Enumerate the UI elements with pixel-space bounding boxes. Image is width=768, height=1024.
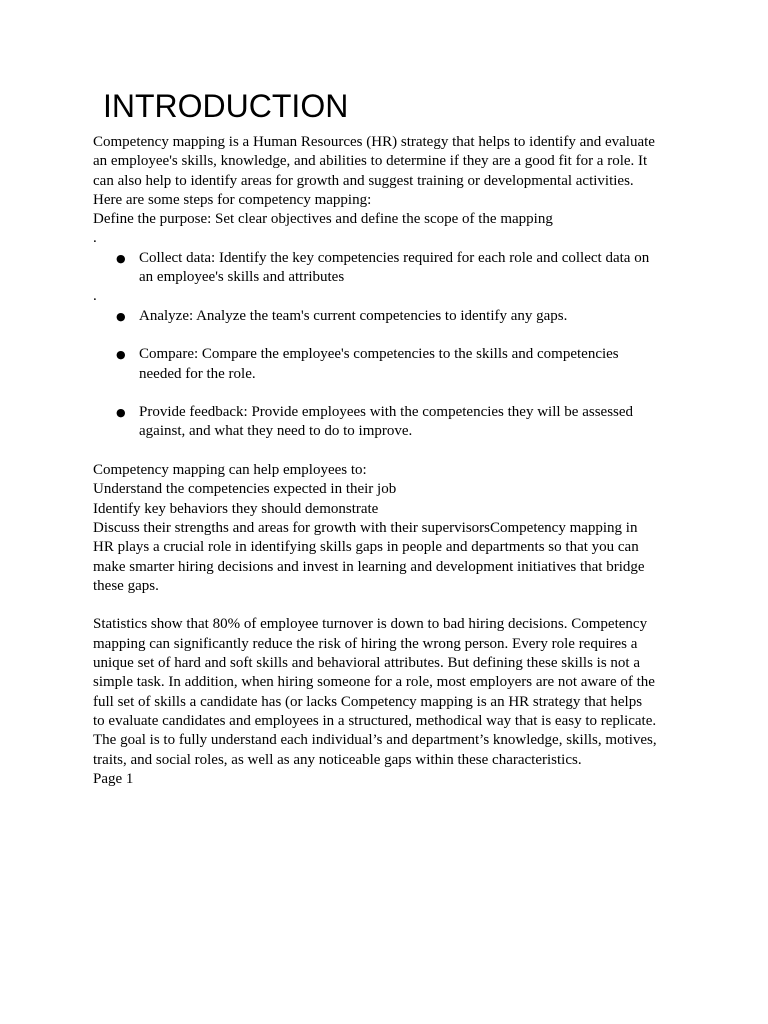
list-item-line: Compare: Compare the employee's competencies to the skills and competencies [139,346,619,363]
steps-list [93,249,683,288]
stats-line: Statistics show that 80% of employee turnover is down to bad hiring decisions. Competency [93,616,648,633]
intro-line: Competency mapping is a Human Resources (HR) strategy that helps to identify and evaluate [93,134,655,150]
help-line: Discuss their strengths and areas for growth with their supervisorsCompetency mapping in [93,519,638,536]
help-line: Identify key behaviors they should demonstrate [93,500,379,517]
intro-line: Here are some steps for competency mapping: [93,191,372,208]
intro-line: an employee's skills, knowledge, and abilities to determine if they are a good fit for a role. It [93,153,648,170]
list-item [93,403,683,442]
paragraph-spacer [93,596,683,615]
bullet-marker: ● [116,251,126,265]
page-title: INTRODUCTION [103,88,349,124]
list-item-line: against, and what they need to do to improve. [139,423,413,440]
paragraph-spacer [93,442,683,461]
stray-period: . [93,230,97,247]
list-item [93,307,683,326]
stats-line: mapping can significantly reduce the risk of hiring the wrong person. Every role requires a [93,635,638,652]
stats-line: The goal is to fully understand each individual’s and department’s knowledge, skills, motives, [93,732,657,749]
intro-line: Define the purpose: Set clear objectives and define the scope of the mapping [93,211,553,228]
list-item [93,249,683,288]
stray-period: . [93,288,97,305]
intro-paragraph [93,133,683,229]
stats-line: full set of skills a candidate has (or lacks Competency mapping is an HR strategy that helps [93,693,643,710]
stats-line: to evaluate candidates and employees in a structured, methodical way that is easy to replicate. [93,712,657,729]
list-item-line: an employee's skills and attributes [139,269,345,286]
help-line: Understand the competencies expected in their job [93,481,397,498]
list-item-line: needed for the role. [139,365,256,382]
help-paragraph [93,461,683,596]
stats-line: traits, and social roles, as well as any noticeable gaps within these characteristics. [93,751,582,768]
bullet-marker: ● [116,348,126,362]
list-item [93,345,683,384]
stats-line: simple task. In addition, when hiring someone for a role, most employers are not aware of the [93,674,655,691]
list-spacer [93,384,683,403]
steps-list [93,307,683,442]
bullet-marker: ● [116,406,126,420]
stats-line: unique set of hard and soft skills and behavioral attributes. But defining these skills is not a [93,655,640,672]
list-item-line: Provide feedback: Provide employees with the competencies they will be assessed [139,404,634,421]
statistics-paragraph [93,615,683,769]
list-item-line: Analyze: Analyze the team's current competencies to identify any gaps. [139,307,568,324]
bullet-marker: ● [116,309,126,323]
document-body [93,133,683,789]
help-line: Competency mapping can help employees to: [93,462,367,479]
list-spacer [93,326,683,345]
help-line: HR plays a crucial role in identifying skills gaps in people and departments so that you can [93,539,639,556]
help-line: these gaps. [93,577,159,594]
list-item-line: Collect data: Identify the key competencies required for each role and collect data on [139,249,650,266]
page-number: Page 1 [93,770,134,787]
intro-line: can also help to identify areas for growth and suggest training or developmental activities. [93,172,634,189]
help-line: make smarter hiring decisions and invest in learning and development initiatives that bridge [93,558,645,575]
